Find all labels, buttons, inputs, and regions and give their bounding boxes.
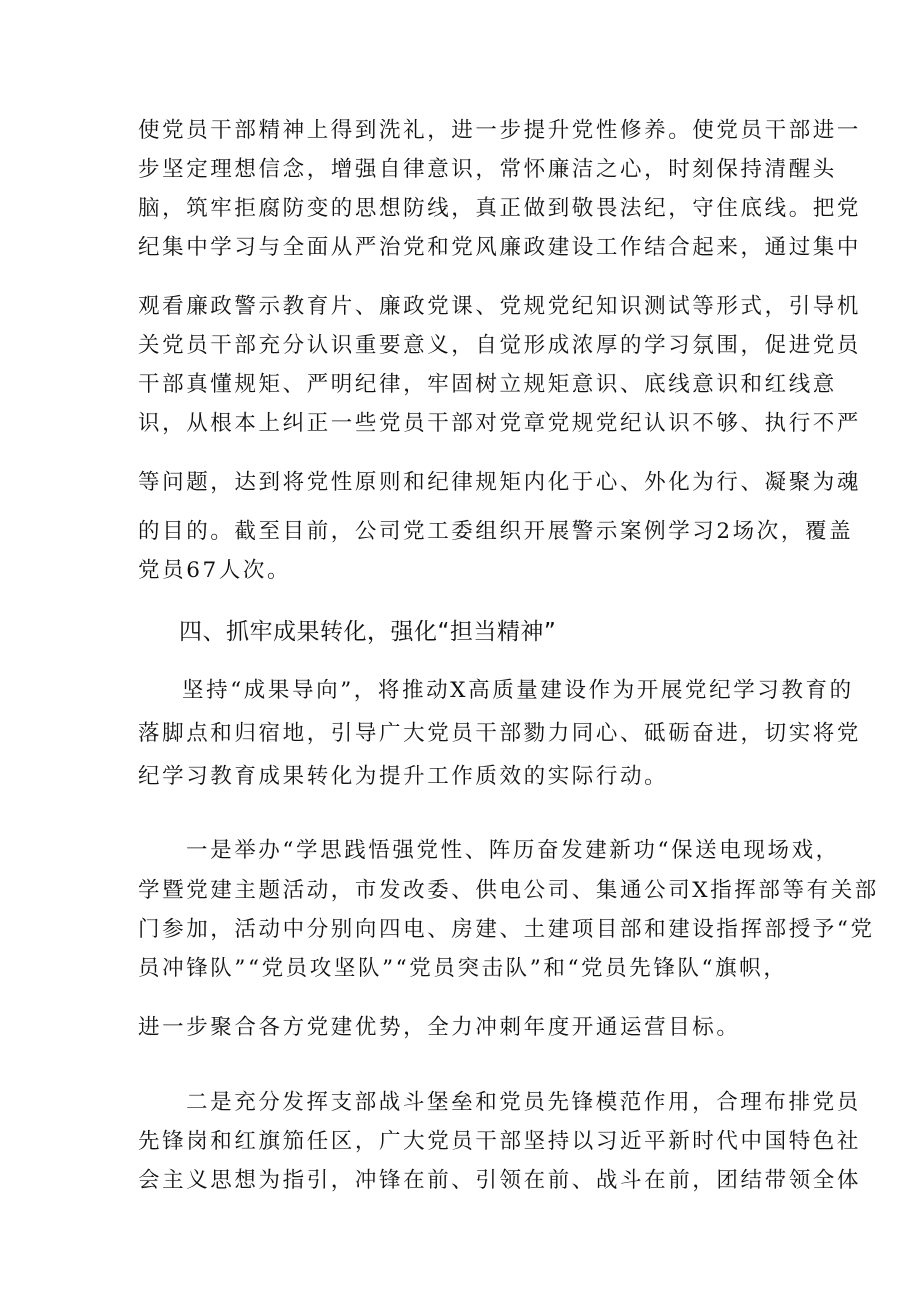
paragraph-1-line: 步坚定理想信念，增强自律意识，常怀廉洁之心，时刻保持清醒头 (138, 157, 837, 182)
paragraph-4-line: 会主义思想为指引，冲锋在前、引领在前、战斗在前，团结带领全体 (138, 1168, 862, 1193)
paragraph-2-line: 纪学习教育成果转化为提升工作质效的实际行动。 (138, 764, 669, 789)
paragraph-3-line: 学暨党建主题活动，市发改委、供电公司、集通公司X指挥部等有关部 (138, 878, 879, 903)
paragraph-1-line: 干部真懂规矩、严明纪律，牢固树立规矩意识、底线意识和红线意 (138, 372, 837, 397)
paragraph-3-line: 门参加，活动中分别向四电、房建、土建项目部和建设指挥部授予“党 (138, 917, 875, 942)
paragraph-1-line: 识，从根本上纠正一些党员干部对党章党规党纪认识不够、执行不严 (138, 411, 862, 436)
paragraph-1-line: 使党员干部精神上得到洗礼，进一步提升党性修养。使党员干部进一 (138, 118, 862, 143)
paragraph-4-line: 先锋岗和红旗笳任区，广大党员干部坚持以习近平新时代中国特色社 (138, 1129, 862, 1154)
paragraph-1-line: 观看廉政警示教育片、廉政党课、党规党纪知识测试等形式，引导机 (138, 294, 862, 319)
paragraph-3-line: 一是举办“学思践悟强党性、阵历奋发建新功“保送电现场戏， (186, 838, 840, 863)
paragraph-1-line: 关党员干部充分认识重要意义，自觉形成浓厚的学习氛围，促进党员 (138, 333, 862, 358)
paragraph-1-line: 等问题，达到将党性原则和纪律规矩内化于心、外化为行、凝聚为魂 (138, 470, 862, 495)
paragraph-1-line: 纪集中学习与全面从严治党和党风廉政建设工作结合起来，通过集中 (138, 235, 862, 260)
paragraph-3-line: 进一步聚合各方党建优势，全力冲刺年度开通运营目标。 (138, 1015, 741, 1040)
paragraph-1-line: 的目的。截至目前，公司党工委组织开展警示案例学习2场次，覆盖 (138, 519, 854, 544)
paragraph-3-line: 员冲锋队”“党员攻坚队”“党员突击队”和“党员先锋队“旗帜， (138, 956, 788, 981)
section-heading: 四、抓牢成果转化，强化“担当精神” (179, 619, 557, 645)
paragraph-1-line: 脑，筑牢拒腐防变的思想防线，真正做到敬畏法纪，守住底线。把党 (138, 196, 862, 221)
paragraph-2-line: 坚持“成果导向”，将推动X高质量建设作为开展党纪学习教育的 (182, 678, 854, 703)
paragraph-4-line: 二是充分发挥支部战斗堡垒和党员先锋模范作用，合理布排党员 (186, 1090, 861, 1115)
paragraph-2-line: 落脚点和归宿地，引导广大党员干部勠力同心、砥砺奋进，切实将党 (138, 721, 862, 746)
paragraph-1-line: 党员67人次。 (138, 558, 292, 583)
